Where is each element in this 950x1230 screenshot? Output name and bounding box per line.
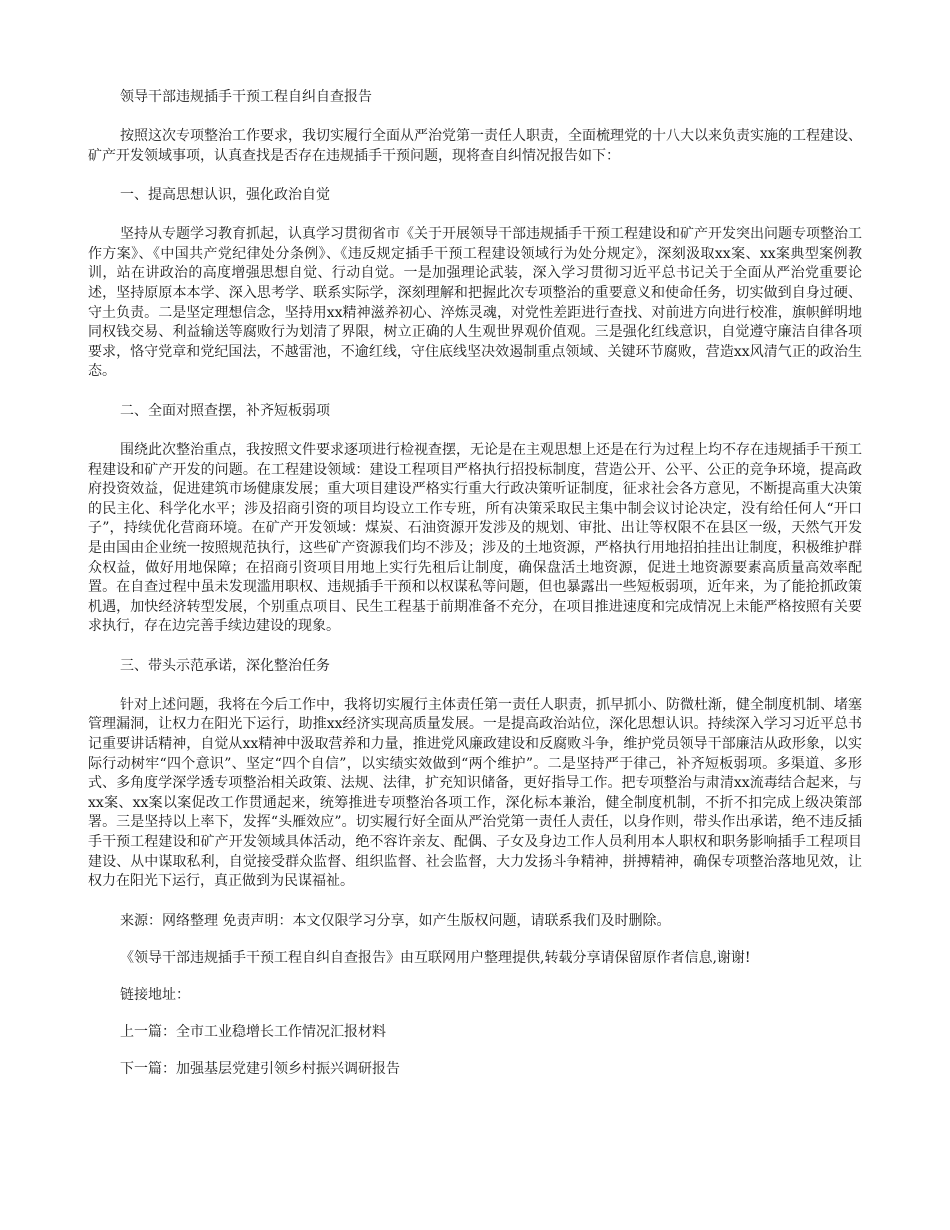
spacer bbox=[88, 205, 862, 225]
section-2-body: 围绕此次整治重点，我按照文件要求逐项进行检视查摆，无论是在主观思想上还是在行为过程上均不存在违规插手干预工程建设和矿产开发的问题。在工程建设领域：建设工程项目严格执行招投标制度，营造公开、公平、公正的竞争环境，提高政府投资效益，促进建筑市场健康发展；重大项目建设严格实行重大行政决策听证制度，征求社会各方意见，不断提高重大决策的民主化、科学化水平；涉及招商引资的项目均设立工作专班，所有决策采取民主集中制会议讨论决定，没有给任何人“开口子”，持续优化营商环境。在矿产开发领域：煤炭、石油资源开发涉及的规划、审批、出让等权限不在县区一级，天然气开发是由国由企业统一按照规范执行，这些矿产资源我们均不涉及；涉及的土地资源，严格执行用地招拍挂出让制度，积极维护群众权益，做好用地保障；在招商引资项目用地上实行先租后让制度，确保盘活土地资源，促进土地资源要素高质量高效率配置。在自查过程中虽未发现滥用职权、违规插手干预和以权谋私等问题，但也暴露出一些短板弱项，近年来，为了能抢抓政策机遇，加快经济转型发展，个别重点项目、民生工程基于前期准备不充分，在项目推进速度和完成情况上未能严格按照有关要求执行，存在边完善手续边建设的现象。 bbox=[88, 441, 862, 635]
section-1-heading: 一、提高思想认识，强化政治自觉 bbox=[120, 187, 330, 204]
prev-article-link[interactable]: 上一篇：全市工业稳增长工作情况汇报材料 bbox=[120, 1023, 386, 1040]
spacer bbox=[88, 107, 862, 127]
spacer bbox=[88, 421, 862, 441]
section-3-body: 针对上述问题，我将在今后工作中，我将切实履行主体责任第一责任人职责，抓早抓小、防微杜渐，健全制度机制、堵塞管理漏洞，让权力在阳光下运行，助推xx经济实现高质量发展。一是提高政治站位，深化思想认识。持续深入学习习近平总书记重要讲话精神，自觉从xx精神中汲取营养和力量，推进党风廉政建设和反腐败斗争，维护党员领导干部廉洁从政形象，以实际行动树牢“四个意识”、坚定“四个自信”，以实绩实效做到“两个维护”。二是坚持严于律己，补齐短板弱项。多渠道、多形式、多角度学深学透专项整治相关政策、法规、法律，扩充知识储备，更好指导工作。把专项整治与肃清xx流毒结合起来，与xx案、xx案以案促改工作贯通起来，统筹推进专项整治各项工作，深化标本兼治，健全制度机制，不折不扣完成上级决策部署。三是坚持以上率下，发挥“头雁效应”。切实履行好全面从严治党第一责任人责任，以身作则，带头作出承诺，绝不违反插手干预工程建设和矿产开发领域具体活动，绝不容许亲友、配偶、子女及身边工作人员利用本人职权和职务影响插手工程项目建设、从中谋取私利，自觉接受群众监督、组织监督、社会监督，大力发扬斗争精神，拼搏精神，确保专项整治落地见效，让权力在阳光下运行，真正做到为民谋福祉。 bbox=[88, 696, 862, 890]
section-2-heading: 二、全面对照查摆，补齐短板弱项 bbox=[120, 402, 330, 419]
source-disclaimer: 来源：网络整理 免责声明：本文仅限学习分享，如产生版权问题，请联系我们及时删除。 bbox=[120, 912, 671, 929]
intro-paragraph: 按照这次专项整治工作要求，我切实履行全面从严治党第一责任人职责，全面梳理党的十八大以来负责实施的工程建设、矿产开发领域事项，认真查找是否存在违规插手干预问题，现将查自纠情况报告如下： bbox=[88, 128, 862, 164]
spacer bbox=[88, 166, 862, 186]
attribution-note: 《领导干部违规插手干预工程自纠自查报告》由互联网用户整理提供,转载分享请保留原作者信息,谢谢! bbox=[120, 949, 751, 966]
spacer bbox=[88, 637, 862, 657]
spacer bbox=[88, 382, 862, 402]
spacer bbox=[88, 968, 862, 986]
spacer bbox=[88, 1042, 862, 1060]
spacer bbox=[88, 931, 862, 949]
section-3-heading: 三、带头示范承诺，深化整治任务 bbox=[120, 657, 330, 674]
spacer bbox=[88, 676, 862, 696]
link-label: 链接地址： bbox=[120, 986, 190, 1003]
spacer bbox=[88, 1005, 862, 1023]
next-article-link[interactable]: 下一篇：加强基层党建引领乡村振兴调研报告 bbox=[120, 1060, 400, 1077]
spacer bbox=[88, 892, 862, 912]
document-title: 领导干部违规插手干预工程自纠自查报告 bbox=[120, 89, 372, 105]
section-1-body: 坚持从专题学习教育抓起，认真学习贯彻省市《关于开展领导干部违规插手干预工程建设和矿产开发突出问题专项整治工作方案》、《中国共产党纪律处分条例》、《违反规定插手干预工程建设领域行为处分规定》，深刻汲取xx案、xx案典型案例教训，站在讲政治的高度增强思想自觉、行动自觉。一是加强理论武装，深入学习贯彻习近平总书记关于全面从严治党重要论述，坚持原原本本学、深入思考学、联系实际学，深刻理解和把握此次专项整治的重要意义和使命任务，切实做到自身过硬、守土负责。二是坚定理想信念，坚持用xx精神滋养初心、淬炼灵魂，对党性差距进行查找、对前进方向进行校准，旗帜鲜明地同权钱交易、利益输送等腐败行为划清了界限，树立正确的人生观世界观价值观。三是强化红线意识，自觉遵守廉洁自律各项要求，恪守党章和党纪国法，不越雷池，不逾红线，守住底线坚决效遏制重点领域、关键环节腐败，营造xx风清气正的政治生态。 bbox=[88, 226, 862, 380]
